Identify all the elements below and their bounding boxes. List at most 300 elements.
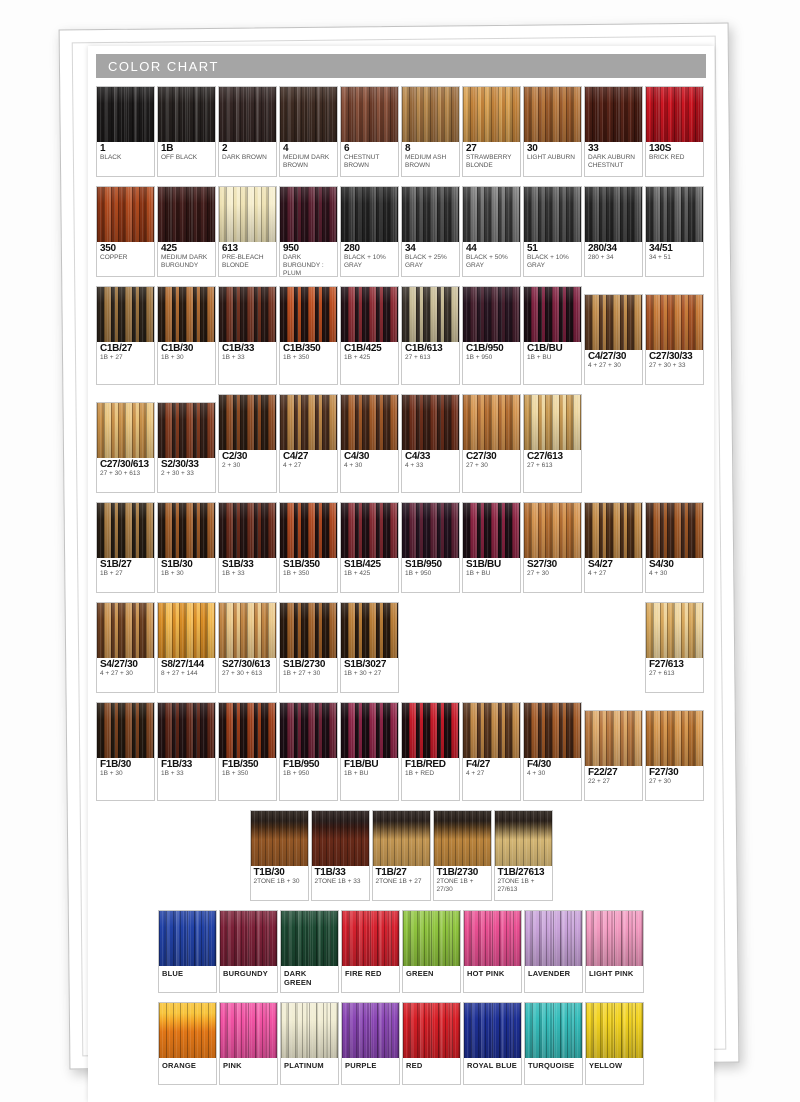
hair-swatch (463, 187, 520, 242)
swatch-label (97, 342, 154, 376)
hair-swatch (219, 187, 276, 242)
swatch-label (646, 142, 703, 176)
color-swatch-cell[interactable] (279, 86, 338, 177)
hair-swatch (524, 395, 581, 450)
color-swatch-cell[interactable] (219, 910, 278, 993)
color-swatch-cell[interactable] (96, 602, 155, 693)
color-swatch-cell[interactable] (218, 702, 277, 801)
color-swatch-cell[interactable] (402, 910, 461, 993)
swatch-label (220, 1058, 277, 1084)
color-code: S1B/33 (222, 559, 254, 570)
color-code: C1B/350 (283, 343, 321, 354)
swatch-label (403, 966, 460, 992)
hair-swatch (342, 1003, 399, 1058)
fashion-color-name: BLUE (162, 969, 184, 978)
color-code: T1B/30 (253, 867, 285, 878)
color-formula: 1B + 30 (161, 570, 184, 577)
color-swatch-cell[interactable] (524, 910, 583, 993)
color-code: 30 (527, 143, 538, 154)
color-swatch-cell[interactable] (340, 186, 399, 277)
color-code: S4/27 (588, 559, 613, 570)
color-swatch-cell[interactable] (463, 1002, 522, 1085)
color-swatch-cell[interactable] (401, 286, 460, 385)
color-formula: PRE-BLEACH BLONDE (222, 254, 264, 269)
color-formula: CHESTNUT BROWN (344, 154, 380, 169)
color-code: C4/27/30 (588, 351, 627, 362)
color-code: S4/27/30 (100, 659, 138, 670)
swatch-label (219, 658, 276, 692)
color-swatch-cell[interactable] (523, 286, 582, 385)
swatch-label (463, 450, 520, 484)
color-swatch-cell[interactable] (279, 286, 338, 385)
color-formula: 1B + 425 (344, 354, 371, 361)
hair-swatch (280, 287, 337, 342)
color-swatch-cell[interactable] (433, 810, 492, 901)
hair-swatch (158, 287, 215, 342)
swatch-label (525, 1058, 582, 1084)
hair-swatch (646, 503, 703, 558)
color-swatch-cell[interactable] (523, 186, 582, 277)
color-swatch-cell[interactable] (523, 394, 582, 493)
color-swatch-cell[interactable] (96, 86, 155, 177)
hair-swatch (646, 711, 703, 766)
color-swatch-cell[interactable] (341, 910, 400, 993)
hair-swatch (403, 1003, 460, 1058)
hair-swatch (219, 703, 276, 758)
hair-swatch (220, 911, 277, 966)
hair-swatch (158, 703, 215, 758)
hair-swatch (280, 187, 337, 242)
color-formula: MEDIUM ASH BROWN (405, 154, 447, 169)
color-swatch-cell[interactable] (279, 502, 338, 593)
color-formula: 27 + 613 (649, 670, 675, 677)
color-swatch-cell[interactable] (462, 86, 521, 177)
color-swatch-cell[interactable] (158, 1002, 217, 1085)
hair-swatch (402, 703, 459, 758)
hair-swatch (524, 287, 581, 342)
color-swatch-cell[interactable] (401, 186, 460, 277)
color-swatch-cell[interactable] (279, 186, 338, 277)
color-swatch-cell[interactable] (157, 86, 216, 177)
color-swatch-cell[interactable] (279, 702, 338, 801)
hair-swatch (402, 287, 459, 342)
color-code: C27/30 (466, 451, 497, 462)
color-swatch-cell[interactable] (401, 702, 460, 801)
color-swatch-cell[interactable] (340, 602, 399, 693)
swatch-label (97, 242, 154, 276)
color-code: F4/30 (527, 759, 552, 770)
hair-swatch (97, 603, 154, 658)
color-formula: 27 + 30 (649, 778, 671, 785)
swatch-label (373, 866, 430, 900)
color-swatch-cell[interactable] (645, 710, 704, 801)
color-code: C1B/30 (161, 343, 194, 354)
color-swatch-cell[interactable] (219, 1002, 278, 1085)
swatch-label (586, 1058, 643, 1084)
color-formula: COPPER (100, 254, 128, 261)
fashion-color-name: PINK (223, 1061, 242, 1070)
color-swatch-cell[interactable] (96, 502, 155, 593)
color-formula: 1B + 27 (100, 354, 123, 361)
hair-swatch (434, 811, 491, 866)
hair-swatch (251, 811, 308, 866)
color-formula: 4 + 30 (649, 570, 668, 577)
hair-swatch (280, 703, 337, 758)
swatch-label (158, 458, 215, 492)
hair-swatch (586, 911, 643, 966)
hair-swatch (312, 811, 369, 866)
hair-swatch (341, 395, 398, 450)
swatch-label (402, 342, 459, 376)
color-code: F1B/BU (344, 759, 379, 770)
color-code: C27/613 (527, 451, 563, 462)
hair-swatch (158, 87, 215, 142)
hair-swatch (463, 87, 520, 142)
color-swatch-cell[interactable] (218, 502, 277, 593)
color-formula: DARK BURGUNDY : PLUM (283, 254, 324, 276)
swatch-label (403, 1058, 460, 1084)
fashion-color-name: ROYAL BLUE (467, 1061, 517, 1070)
color-code: 44 (466, 243, 477, 254)
swatch-label (341, 342, 398, 376)
color-swatch-cell[interactable] (401, 502, 460, 593)
swatch-label (495, 866, 552, 900)
color-swatch-cell[interactable] (218, 86, 277, 177)
color-swatch-cell[interactable] (523, 702, 582, 801)
swatch-label (280, 758, 337, 792)
swatch-label (281, 1058, 338, 1084)
color-swatch-cell[interactable] (462, 186, 521, 277)
color-code: S1B/350 (283, 559, 320, 570)
color-swatch-cell[interactable] (340, 502, 399, 593)
color-formula: 2TONE 1B + 27/30 (436, 878, 474, 893)
color-swatch-cell[interactable] (401, 86, 460, 177)
color-swatch-cell[interactable] (157, 702, 216, 801)
color-swatch-cell[interactable] (585, 1002, 644, 1085)
swatch-label (341, 142, 398, 176)
color-swatch-cell[interactable] (96, 702, 155, 801)
color-swatch-cell[interactable] (96, 186, 155, 277)
hair-swatch (97, 187, 154, 242)
color-formula: 27 + 30 + 613 (100, 470, 141, 477)
color-formula: 1B + 950 (466, 354, 493, 361)
color-code: C1B/950 (466, 343, 504, 354)
swatch-row-c1b-series (96, 286, 706, 385)
color-code: F27/613 (649, 659, 684, 670)
fashion-color-name: YELLOW (589, 1061, 623, 1070)
color-code: S1B/27 (100, 559, 132, 570)
color-swatch-cell[interactable] (523, 502, 582, 593)
color-swatch-cell[interactable] (372, 810, 431, 901)
color-code: C27/30/33 (649, 351, 693, 362)
swatch-label (281, 966, 338, 992)
color-formula: 4 + 27 + 30 (588, 362, 621, 369)
color-formula: 1B + 950 (283, 770, 310, 777)
color-swatch-cell[interactable] (585, 910, 644, 993)
color-swatch-cell[interactable] (523, 86, 582, 177)
color-code: S8/27/144 (161, 659, 204, 670)
color-formula: LIGHT AUBURN (527, 154, 575, 161)
color-swatch-cell[interactable] (584, 86, 643, 177)
color-swatch-cell[interactable] (280, 1002, 339, 1085)
color-formula: 280 + 34 (588, 254, 614, 261)
hair-swatch (342, 911, 399, 966)
color-swatch-cell[interactable] (157, 502, 216, 593)
color-formula: 1B + BU (344, 770, 369, 777)
hair-swatch (525, 911, 582, 966)
hair-swatch (219, 603, 276, 658)
color-code: F1B/950 (283, 759, 320, 770)
color-formula: 4 + 27 (466, 770, 485, 777)
swatch-label (341, 658, 398, 692)
color-swatch-cell[interactable] (280, 910, 339, 993)
swatch-label (159, 1058, 216, 1084)
swatch-label (219, 758, 276, 792)
hair-swatch (158, 503, 215, 558)
color-swatch-cell[interactable] (584, 186, 643, 277)
color-code: S2/30/33 (161, 459, 199, 470)
color-code: C27/30/613 (100, 459, 149, 470)
color-formula: 1B + 27 + 30 (283, 670, 321, 677)
color-swatch-cell[interactable] (645, 86, 704, 177)
hair-swatch (97, 87, 154, 142)
color-formula: 1B + 30 + 27 (344, 670, 382, 677)
color-swatch-cell[interactable] (645, 502, 704, 593)
swatch-label (342, 966, 399, 992)
hair-swatch (373, 811, 430, 866)
color-swatch-cell[interactable] (462, 394, 521, 493)
swatch-row-s-mix-series (96, 602, 706, 693)
color-swatch-cell[interactable] (157, 602, 216, 693)
color-swatch-cell[interactable] (96, 286, 155, 385)
color-swatch-cell[interactable] (645, 294, 704, 385)
color-swatch-cell[interactable] (494, 810, 553, 901)
color-formula: 4 + 30 (344, 462, 363, 469)
hair-swatch (524, 503, 581, 558)
color-formula: 1B + 950 (405, 570, 432, 577)
swatch-label (402, 242, 459, 276)
color-formula: BLACK + 50% GRAY (466, 254, 508, 269)
swatch-label (97, 458, 154, 492)
hair-swatch (97, 287, 154, 342)
hair-swatch (524, 187, 581, 242)
color-formula: BLACK + 25% GRAY (405, 254, 447, 269)
color-code: F1B/33 (161, 759, 192, 770)
swatch-label (646, 558, 703, 592)
color-swatch-cell[interactable] (462, 502, 521, 593)
hair-swatch (97, 503, 154, 558)
hair-swatch (280, 87, 337, 142)
fashion-color-name: PLATINUM (284, 1061, 324, 1070)
color-formula: 1B + 30 (161, 354, 184, 361)
swatch-label (312, 866, 369, 900)
color-swatch-cell[interactable] (250, 810, 309, 901)
swatch-label (341, 450, 398, 484)
hair-swatch (402, 87, 459, 142)
color-code: 1 (100, 143, 106, 154)
color-code: 51 (527, 243, 538, 254)
color-code: 1B (161, 143, 174, 154)
color-formula: 27 + 30 (466, 462, 488, 469)
swatch-grid (96, 86, 706, 1085)
color-code: 8 (405, 143, 411, 154)
swatch-label (434, 866, 491, 900)
color-swatch-cell[interactable] (157, 186, 216, 277)
hair-swatch (280, 603, 337, 658)
hair-swatch (463, 503, 520, 558)
swatch-label (219, 242, 276, 276)
swatch-label (219, 558, 276, 592)
color-swatch-cell[interactable] (524, 1002, 583, 1085)
hair-swatch (158, 403, 215, 458)
color-code: C2/30 (222, 451, 248, 462)
color-code: 350 (100, 243, 116, 254)
color-swatch-cell[interactable] (340, 86, 399, 177)
color-swatch-cell[interactable] (218, 286, 277, 385)
swatch-label (158, 658, 215, 692)
color-swatch-cell[interactable] (158, 910, 217, 993)
swatch-label (219, 342, 276, 376)
fashion-color-name: BURGUNDY (223, 969, 268, 978)
fashion-color-name: DARK GREEN (284, 969, 312, 987)
color-swatch-cell[interactable] (401, 394, 460, 493)
color-swatch-cell[interactable] (462, 286, 521, 385)
color-formula: 27 + 30 + 613 (222, 670, 263, 677)
color-swatch-cell[interactable] (279, 394, 338, 493)
swatch-label (251, 866, 308, 900)
color-swatch-cell[interactable] (218, 394, 277, 493)
swatch-label (524, 758, 581, 792)
hair-swatch (403, 911, 460, 966)
color-formula: 2TONE 1B + 33 (314, 878, 361, 885)
color-formula: BRICK RED (649, 154, 685, 161)
color-code: 34/51 (649, 243, 673, 254)
color-code: S1B/950 (405, 559, 442, 570)
color-swatch-cell[interactable] (157, 402, 216, 493)
swatch-label (280, 450, 337, 484)
fashion-color-name: HOT PINK (467, 969, 505, 978)
color-swatch-cell[interactable] (341, 1002, 400, 1085)
hair-swatch (402, 187, 459, 242)
color-code: F1B/RED (405, 759, 446, 770)
hair-swatch (219, 395, 276, 450)
color-formula: 1B + 350 (222, 770, 249, 777)
hair-swatch (341, 187, 398, 242)
color-swatch-cell[interactable] (340, 286, 399, 385)
hair-swatch (402, 503, 459, 558)
hair-swatch (495, 811, 552, 866)
color-swatch-cell[interactable] (584, 294, 643, 385)
swatch-label (280, 242, 337, 276)
color-swatch-cell[interactable] (584, 710, 643, 801)
color-code: F4/27 (466, 759, 491, 770)
color-swatch-cell[interactable] (463, 910, 522, 993)
hair-swatch (280, 503, 337, 558)
swatch-label (97, 142, 154, 176)
color-chart-page (88, 46, 714, 1102)
color-formula: 1B + BU (466, 570, 491, 577)
color-swatch-cell[interactable] (340, 394, 399, 493)
color-code: T1B/33 (314, 867, 346, 878)
swatch-label (524, 342, 581, 376)
color-code: S4/30 (649, 559, 674, 570)
swatch-row-t-series (96, 810, 706, 901)
fashion-color-name: LAVENDER (528, 969, 571, 978)
color-formula: 34 + 51 (649, 254, 671, 261)
hair-swatch (585, 711, 642, 766)
color-formula: 27 + 613 (405, 354, 431, 361)
swatch-label (402, 558, 459, 592)
swatch-label (463, 242, 520, 276)
color-formula: 1B + 33 (161, 770, 184, 777)
color-formula: BLACK + 10% GRAY (344, 254, 386, 269)
hair-swatch (97, 703, 154, 758)
hair-swatch (646, 187, 703, 242)
hair-swatch (524, 703, 581, 758)
swatch-label (219, 142, 276, 176)
swatch-label (585, 350, 642, 384)
swatch-label (646, 658, 703, 692)
color-swatch-cell[interactable] (645, 602, 704, 693)
color-code: S27/30 (527, 559, 557, 570)
color-swatch-cell[interactable] (279, 602, 338, 693)
color-swatch-cell[interactable] (402, 1002, 461, 1085)
color-swatch-cell[interactable] (462, 702, 521, 801)
hair-swatch (341, 87, 398, 142)
swatch-label (463, 142, 520, 176)
fashion-color-name: ORANGE (162, 1061, 197, 1070)
swatch-row-f-series (96, 702, 706, 801)
swatch-label (463, 342, 520, 376)
swatch-row-fashion-1 (96, 910, 706, 993)
color-swatch-cell[interactable] (340, 702, 399, 801)
color-code: 27 (466, 143, 477, 154)
hair-swatch (463, 395, 520, 450)
color-swatch-cell[interactable] (157, 286, 216, 385)
color-code: F1B/30 (100, 759, 131, 770)
color-swatch-cell[interactable] (584, 502, 643, 593)
color-swatch-cell[interactable] (311, 810, 370, 901)
color-formula: 2TONE 1B + 30 (253, 878, 300, 885)
color-code: S1B/425 (344, 559, 381, 570)
hair-swatch (525, 1003, 582, 1058)
color-formula: 1B + RED (405, 770, 435, 777)
color-swatch-cell[interactable] (96, 402, 155, 493)
color-code: S1B/2730 (283, 659, 326, 670)
color-swatch-cell[interactable] (218, 186, 277, 277)
color-formula: BLACK (100, 154, 122, 161)
color-swatch-cell[interactable] (645, 186, 704, 277)
swatch-label (341, 758, 398, 792)
swatch-label (646, 766, 703, 800)
hair-swatch (585, 295, 642, 350)
color-formula: 8 + 27 + 144 (161, 670, 198, 677)
color-formula: DARK BROWN (222, 154, 267, 161)
color-code: F27/30 (649, 767, 679, 778)
color-formula: 2TONE 1B + 27 (375, 878, 422, 885)
color-code: 950 (283, 243, 299, 254)
color-formula: 4 + 27 (588, 570, 607, 577)
color-formula: STRAWBERRY BLONDE (466, 154, 512, 169)
color-code: 33 (588, 143, 599, 154)
color-swatch-cell[interactable] (218, 602, 277, 693)
swatch-label (524, 142, 581, 176)
swatch-row-naturals-2 (96, 186, 706, 277)
color-code: C1B/27 (100, 343, 133, 354)
color-code: C4/27 (283, 451, 309, 462)
color-formula: 2 + 30 (222, 462, 241, 469)
hair-swatch (281, 911, 338, 966)
